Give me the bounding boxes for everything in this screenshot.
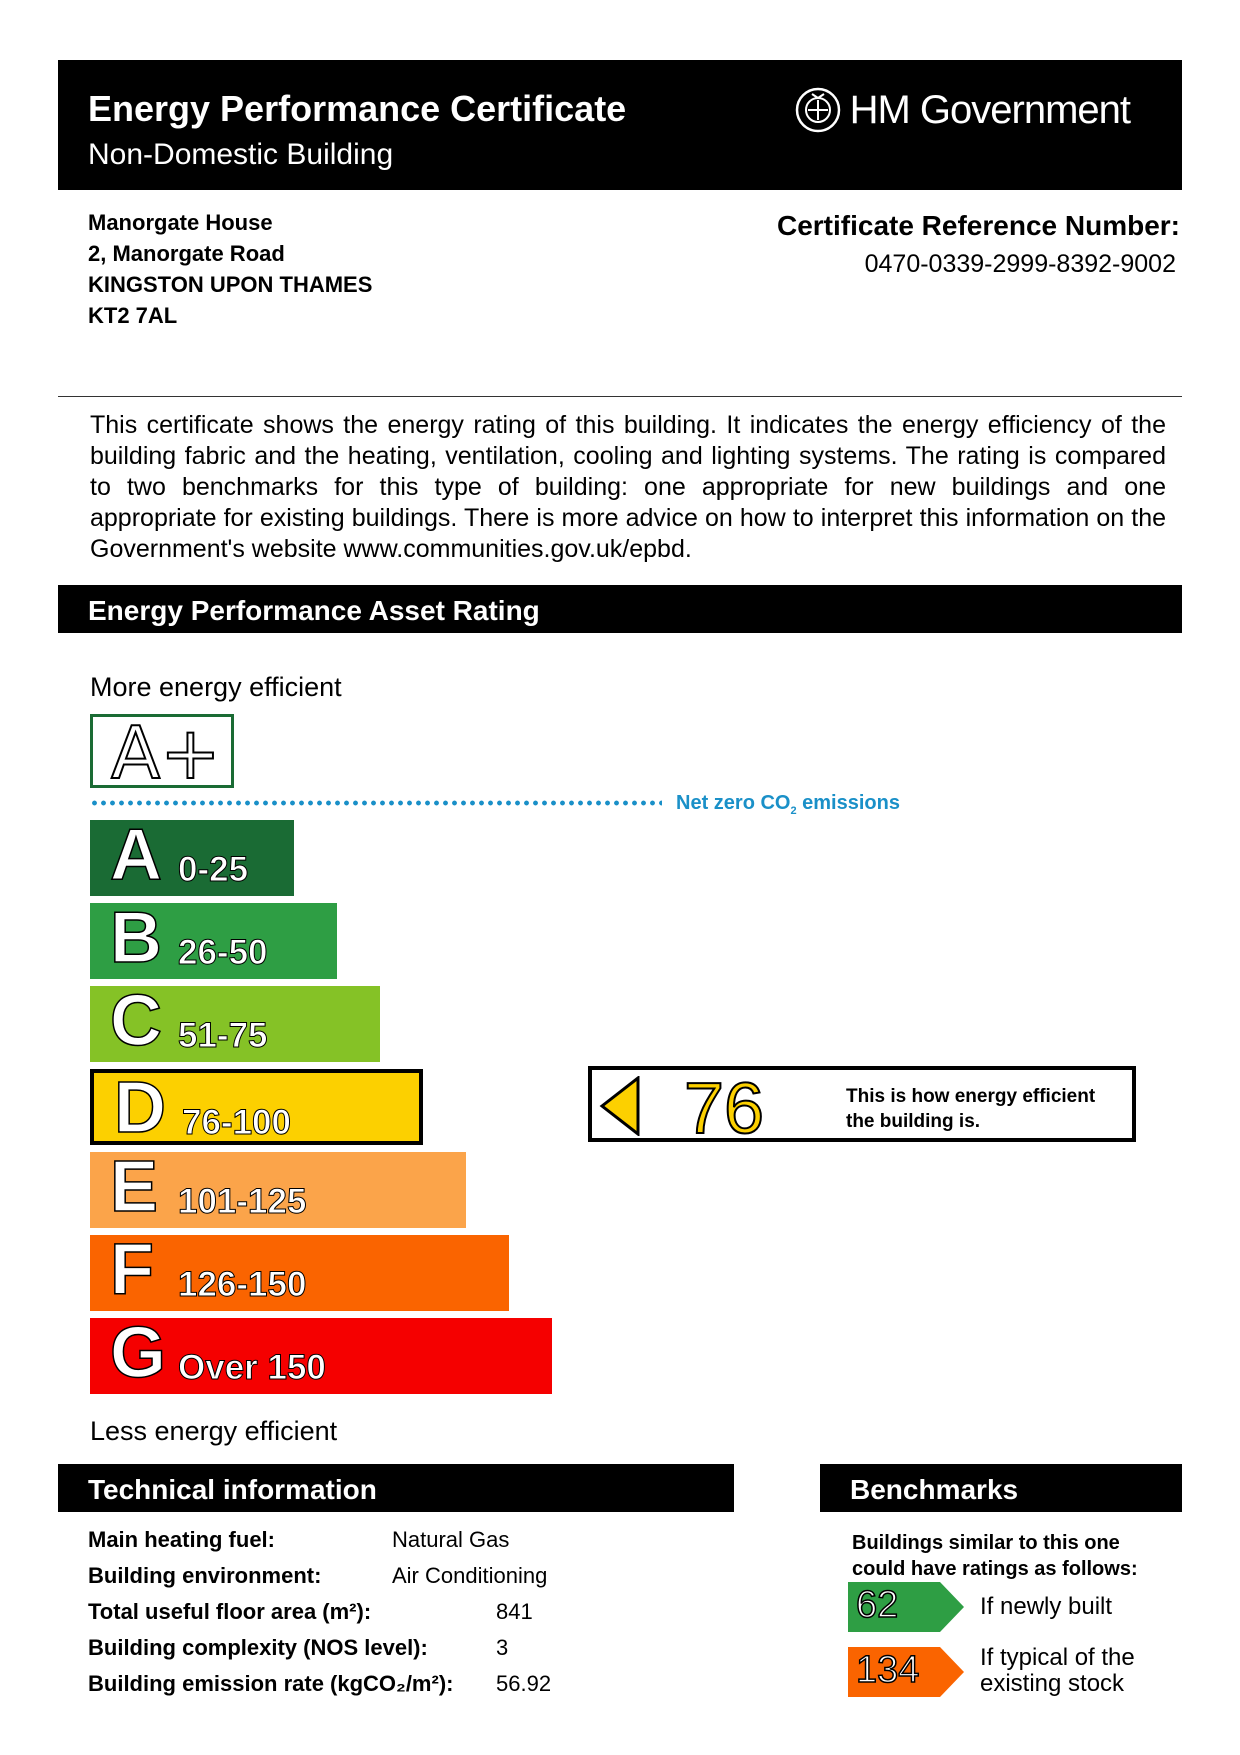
rating-band-f [90,1230,509,1311]
rating-band-range: Over 150 [178,1348,326,1387]
certificate-reference-label: Certificate Reference Number: [776,210,1180,241]
aplus-label: A+ [111,711,221,795]
net-zero-suffix: emissions [796,792,900,814]
intro-paragraph: This certificate shows the energy rating of this building. It indicates the energy efficiency of the building fabric and the heating, ventilation, cooling and lighting systems. The rating is compared to two benchmarks for this type of building: one appropriate for new buildings and one appropriate for existing buildings. There is more advice on how to interpret this information on the Government's website www.communities.gov.uk/epbd. [90,411,1166,563]
net-zero-subscript: 2 [790,805,797,817]
aplus-band [90,711,234,795]
asset-rating-header [58,585,1182,633]
certificate-reference-number: 0470-0339-2999-8392-9002 [864,250,1176,278]
caption-line-1: This is how energy efficient [846,1086,1096,1107]
benchmark-existing-value: 134 [856,1649,920,1691]
government-name: HM Government [849,87,1130,132]
floor-area-value: 841 [496,1599,533,1624]
emission-rate-value: 56.92 [496,1671,552,1696]
rating-band-d [90,1068,423,1148]
benchmarks-title: Benchmarks [850,1474,1019,1505]
rating-band-b [90,898,337,979]
certificate-header [58,60,1182,190]
benchmark-existing-arrow [848,1647,966,1697]
technical-info-title: Technical information [88,1474,377,1505]
benchmarks-intro [852,1530,1138,1582]
technical-info-header [58,1464,734,1512]
asset-rating-title: Energy Performance Asset Rating [88,595,540,626]
divider [58,396,1182,397]
rating-band-range: 101-125 [178,1182,307,1221]
net-zero-dotted-line [90,800,662,806]
less-efficient-label: Less energy efficient [90,1416,338,1446]
rating-band-range: 51-75 [178,1016,268,1055]
rating-band-letter: D [114,1068,166,1148]
current-rating-value: 76 [684,1069,765,1149]
current-rating-caption [846,1084,1095,1134]
floor-area-label: Total useful floor area (m²): [88,1599,372,1624]
address-line-1: Manorgate House [88,210,273,235]
current-rating-indicator [588,1066,1136,1149]
rating-band-letter: F [110,1230,154,1310]
hm-government-logo [794,86,1130,134]
rating-band-range: 126-150 [178,1265,307,1304]
rating-band-c [90,981,380,1062]
rating-band-range: 26-50 [178,933,268,972]
benchmark-new-label: If newly built [980,1593,1113,1620]
rating-band-range: 0-25 [178,850,249,889]
benchmarks-intro-line-1: Buildings similar to this one [852,1532,1120,1554]
page-subtitle: Non-Domestic Building [88,138,394,171]
benchmark-new-value: 62 [856,1584,899,1626]
address-postcode: KT2 7AL [88,303,178,328]
more-efficient-label: More energy efficient [90,672,342,702]
building-environment-label: Building environment: [88,1563,322,1588]
benchmark-existing-label-line-2: existing stock [980,1670,1125,1697]
royal-coat-of-arms-icon [794,86,842,134]
address-line-2: 2, Manorgate Road [88,241,285,266]
building-complexity-label: Building complexity (NOS level): [88,1635,428,1660]
heating-fuel-value: Natural Gas [392,1527,510,1552]
address-line-3: KINGSTON UPON THAMES [88,272,373,297]
page-title: Energy Performance Certificate [88,88,627,129]
building-environment-value: Air Conditioning [392,1563,548,1588]
rating-band-g [90,1313,552,1394]
heating-fuel-label: Main heating fuel: [88,1527,275,1552]
benchmark-new-arrow [848,1582,966,1632]
rating-band-e [90,1147,466,1228]
rating-band-a [90,815,294,896]
benchmarks-intro-line-2: could have ratings as follows: [852,1558,1138,1580]
emission-rate-label: Building emission rate (kgCO₂/m²): [88,1671,454,1696]
rating-band-range: 76-100 [182,1103,291,1142]
rating-band-letter: E [110,1147,159,1227]
rating-band-letter: C [110,981,162,1061]
benchmark-existing-label [980,1645,1135,1697]
caption-line-2: the building is. [846,1111,981,1132]
net-zero-label [676,792,900,817]
benchmark-existing-label-line-1: If typical of the [980,1644,1135,1671]
rating-band-letter: A [110,815,162,895]
net-zero-text: Net zero CO [676,792,791,814]
rating-arrow-icon [598,1076,644,1136]
building-complexity-value: 3 [496,1635,509,1660]
rating-band-letter: B [110,898,162,978]
rating-band-letter: G [110,1313,167,1393]
benchmarks-header [820,1464,1182,1512]
